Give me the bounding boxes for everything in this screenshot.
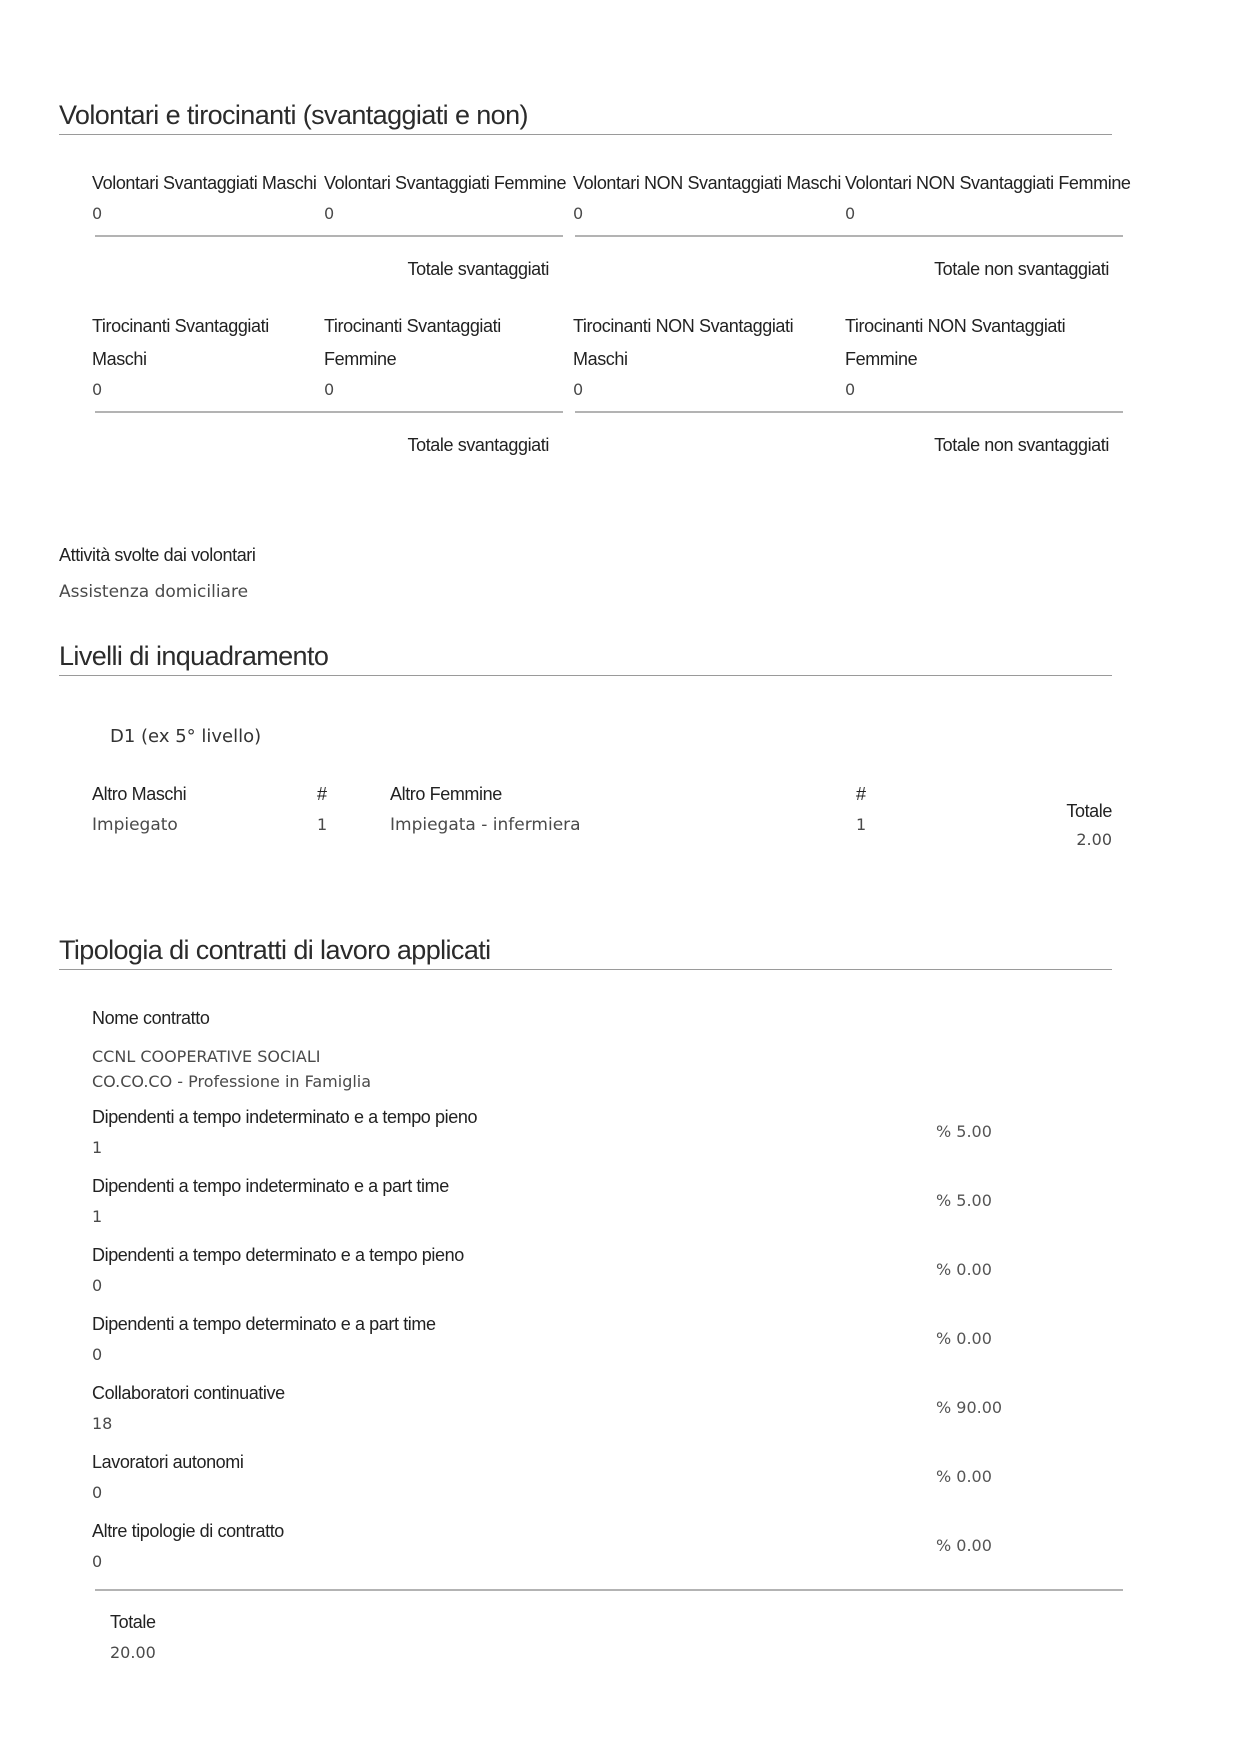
totale-separator — [95, 411, 563, 413]
hash-label: # — [856, 784, 866, 804]
contract-row-label: Dipendenti a tempo indeterminato e a part time — [92, 1176, 449, 1196]
volontari-sv-maschi-label: Volontari Svantaggiati Maschi — [92, 173, 317, 193]
tirocinanti-sv-femmine-label: Tirocinanti Svantaggiati Femmine — [324, 316, 501, 369]
contract-row-label: Lavoratori autonomi — [92, 1452, 244, 1472]
livelli-totale-label: Totale — [1066, 801, 1112, 821]
attivita-label: Attività svolte dai volontari — [59, 545, 256, 565]
hash-label: # — [317, 784, 327, 804]
contratti-totale-label: Totale — [110, 1612, 156, 1632]
totale-separator — [575, 411, 1123, 413]
contract-row-value: 0 — [92, 1483, 103, 1502]
contract-row-label: Dipendenti a tempo determinato e a part time — [92, 1314, 436, 1334]
tirocinanti-nonsv-maschi-label: Tirocinanti NON Svantaggiati Maschi — [573, 316, 794, 369]
livelli-totale-value: 2.00 — [1076, 830, 1112, 849]
altro-maschi-count: 1 — [317, 815, 328, 834]
contract-row-percent: % 0.00 — [936, 1260, 992, 1279]
contract-row-label: Dipendenti a tempo indeterminato e a tempo pieno — [92, 1107, 478, 1127]
volontari-nonsv-femmine-label: Volontari NON Svantaggiati Femmine — [845, 173, 1131, 193]
contratti-totale-value: 20.00 — [110, 1643, 156, 1662]
totale-separator — [575, 235, 1123, 237]
totale-separator — [95, 235, 563, 237]
section-title-volontari: Volontari e tirocinanti (svantaggiati e non) — [59, 100, 528, 130]
livello-subtitle: D1 (ex 5° livello) — [110, 726, 262, 747]
volontari-nonsv-maschi-value: 0 — [573, 204, 584, 223]
contratto-nome: CCNL COOPERATIVE SOCIALI — [92, 1047, 321, 1066]
attivita-value: Assistenza domiciliare — [59, 582, 249, 602]
volontari-sv-femmine-value: 0 — [324, 204, 335, 223]
contract-row-label: Dipendenti a tempo determinato e a tempo pieno — [92, 1245, 464, 1265]
nome-contratto-label: Nome contratto — [92, 1008, 210, 1028]
section-divider — [59, 675, 1112, 676]
altro-femmine-value: Impiegata - infermiera — [390, 815, 581, 835]
contract-row-percent: % 0.00 — [936, 1329, 992, 1348]
tirocinanti-nonsv-maschi-value: 0 — [573, 380, 584, 399]
contract-row-value: 0 — [92, 1345, 103, 1364]
contract-row-percent: % 5.00 — [936, 1122, 992, 1141]
contract-row-percent: % 0.00 — [936, 1467, 992, 1486]
altro-femmine-label: Altro Femmine — [390, 784, 502, 804]
contract-row-label: Altre tipologie di contratto — [92, 1521, 284, 1541]
contract-row-value: 0 — [92, 1276, 103, 1295]
section-title-contratti: Tipologia di contratti di lavoro applicati — [59, 935, 491, 965]
contract-row-value: 1 — [92, 1138, 103, 1157]
contract-row-percent: % 90.00 — [936, 1398, 1003, 1417]
contract-row-value: 18 — [92, 1414, 113, 1433]
contract-row-percent: % 5.00 — [936, 1191, 992, 1210]
altro-maschi-value: Impiegato — [92, 815, 178, 835]
volontari-nonsv-femmine-value: 0 — [845, 204, 856, 223]
contract-row-percent: % 0.00 — [936, 1536, 992, 1555]
tirocinanti-sv-maschi-label: Tirocinanti Svantaggiati Maschi — [92, 316, 269, 369]
altro-maschi-label: Altro Maschi — [92, 784, 187, 804]
volontari-sv-maschi-value: 0 — [92, 204, 103, 223]
totale-separator — [95, 1589, 1123, 1591]
volontari-sv-femmine-label: Volontari Svantaggiati Femmine — [324, 173, 567, 193]
contract-row-value: 0 — [92, 1552, 103, 1571]
tirocinanti-nonsv-femmine-value: 0 — [845, 380, 856, 399]
tirocinanti-nonsv-femmine-label: Tirocinanti NON Svantaggiati Femmine — [845, 316, 1066, 369]
volontari-totale-non-svantaggiati: Totale non svantaggiati — [934, 259, 1109, 279]
section-divider — [59, 969, 1112, 970]
contratto-nome: CO.CO.CO - Professione in Famiglia — [92, 1072, 372, 1091]
altro-femmine-count: 1 — [856, 815, 867, 834]
tirocinanti-totale-non-svantaggiati: Totale non svantaggiati — [934, 435, 1109, 455]
contract-row-value: 1 — [92, 1207, 103, 1226]
tirocinanti-sv-maschi-value: 0 — [92, 380, 103, 399]
section-divider — [59, 134, 1112, 135]
tirocinanti-sv-femmine-value: 0 — [324, 380, 335, 399]
contract-row-label: Collaboratori continuative — [92, 1383, 285, 1403]
section-title-livelli: Livelli di inquadramento — [59, 641, 329, 671]
volontari-totale-svantaggiati: Totale svantaggiati — [407, 259, 549, 279]
tirocinanti-totale-svantaggiati: Totale svantaggiati — [407, 435, 549, 455]
volontari-nonsv-maschi-label: Volontari NON Svantaggiati Maschi — [573, 173, 841, 193]
